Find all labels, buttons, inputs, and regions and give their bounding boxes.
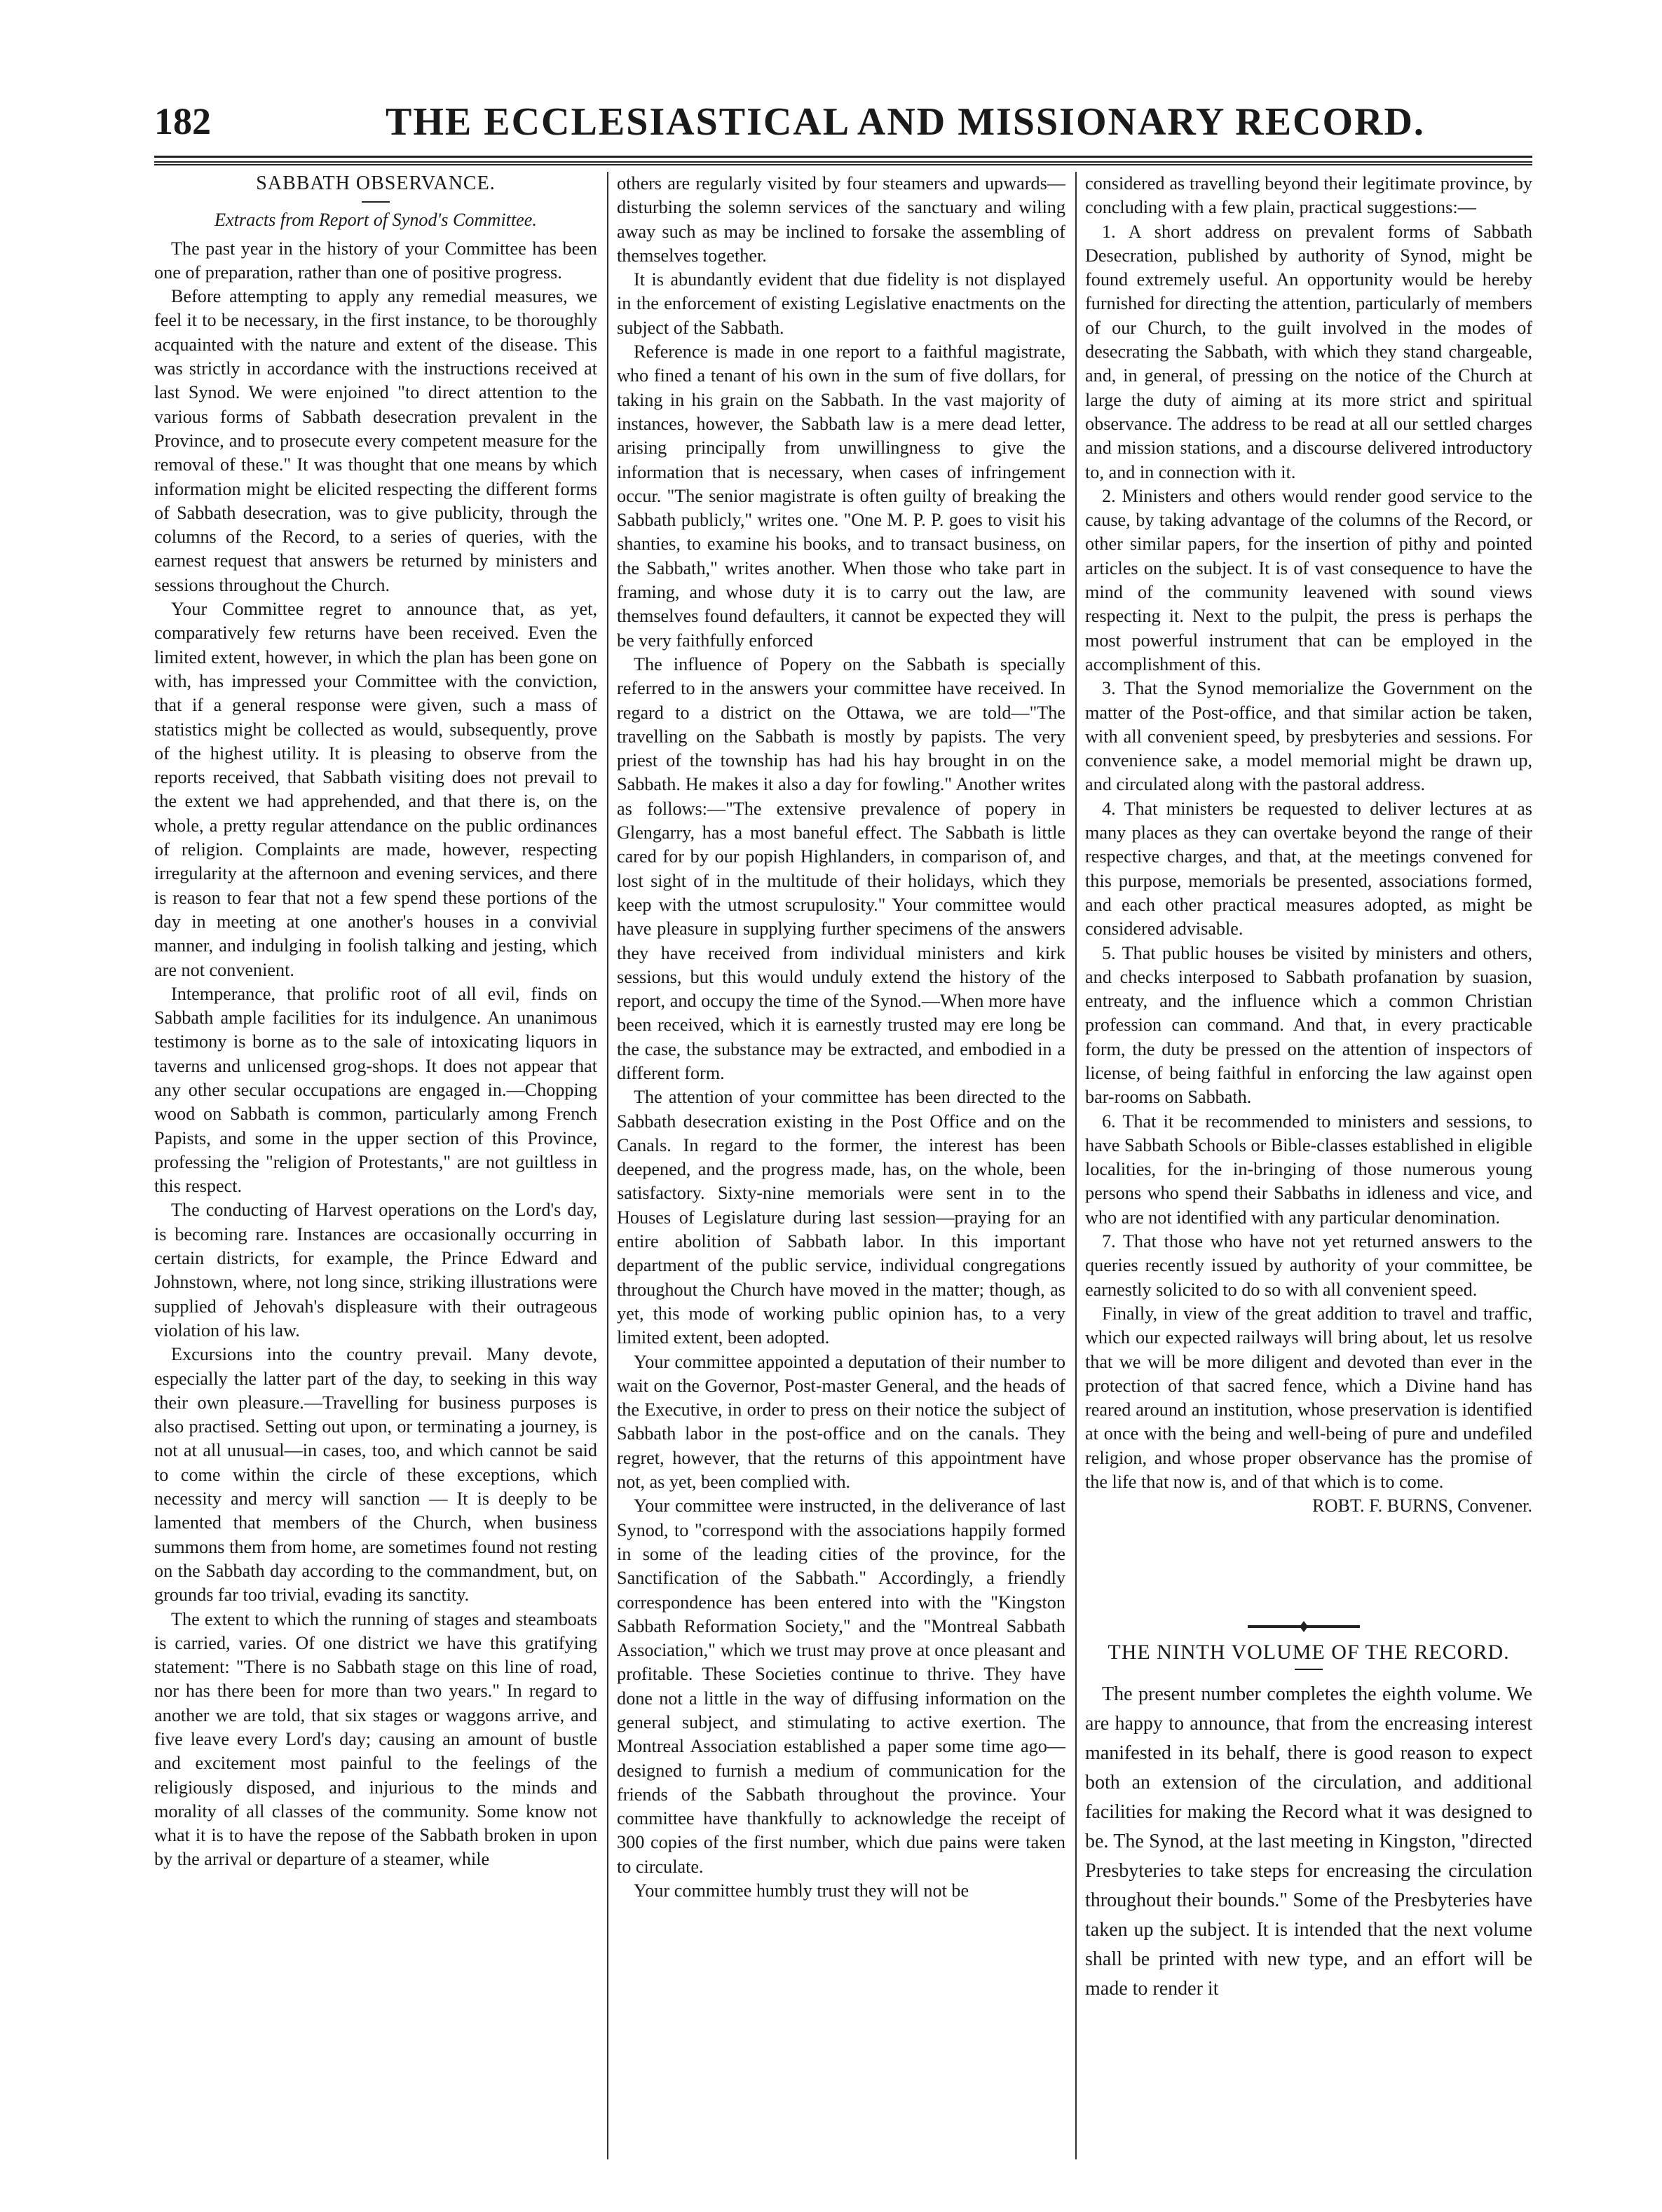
paragraph: Reference is made in one report to a faithful magistrate, who fined a tenant of his own in the sum of five dollars, for taking in his grain on the Sabbath. In the vast majority of instances, however, the Sabbath law is a mere dead letter, arising principally from unwillingness to give the information that is necessary, when cases of infringement occur. "The senior magistrate is often guilty of breaking the Sabbath publicly," writes one. "One M. P. P. goes to visit his shanties, to examine his books, and to transact business, on the Sabbath," writes another. When those who take part in framing, and whose duty it is to carry out the law, are themselves found defaulters, it cannot be expected they will be very faithfully enforced xyxy=(617,341,1065,651)
page-header xyxy=(154,100,1532,156)
paragraph: 4. That ministers be requested to deliver lectures at as many places as they can overtake beyond the range of their respective charges, and that, at the meetings convened for this purpose, memorials be presented, associations formed, and each other practical measures adopted, as might be considered advisable. xyxy=(1085,798,1532,939)
column-divider xyxy=(1075,172,1077,2159)
column-2 xyxy=(617,172,1065,1903)
paragraph: The extent to which the running of stages and steamboats is carried, varies. Of one district we have this gratifying statement: "There is no Sabbath stage on this line of road, nor has there been for more than two years." In regard to another we are told, that six stages or waggons arrive, and five leave every Lord's day; causing an amount of bustle and excitement most painful to the feelings of the religiously disposed, and injurious to the minds and morality of all classes of the community. Some know not what it is to have the repose of the Sabbath broken in upon by the arrival or departure of a steamer, while xyxy=(154,1608,597,1870)
paragraph: Your Committee regret to announce that, as yet, comparatively few returns have been received. Even the limited extent, however, in which the plan has been gone on with, has impressed your Committee with the conviction, that if a general response were given, such a mass of statistics might be collected as would, subsequently, prove of the highest utility. It is pleasing to observe from the reports received, that Sabbath visiting does not prevail to the extent we had apprehended, and that there is, on the whole, a pretty regular attendance on the public ordinances of religion. Complaints are made, however, respecting irregularity at the afternoon and evening services, and there is reason to fear that not a few spend these portions of the day in meeting at one another's houses in a convivial manner, and indulging in foolish talking and jesting, which are not convenient. xyxy=(154,599,597,980)
paragraph: others are regularly visited by four steamers and upwards—disturbing the solemn services of the sanctuary and wiling away such as may be inclined to forsake the assembling of themselves together. xyxy=(617,173,1065,266)
paragraph: The past year in the history of your Committee has been one of preparation, rather than one of positive progress. xyxy=(154,238,597,283)
article-subheading: Extracts from Report of Synod's Committee. xyxy=(214,210,537,231)
paragraph: The attention of your committee has been directed to the Sabbath desecration existing in the Post Office and on the Canals. In regard to the former, the interest has been deepened, and the progress made, has, on the whole, been satisfactory. Sixty-nine memorials were sent in to the Houses of Legislature during last session—praying for an entire abolition of Sabbath labor. In this important department of the public service, individual congregations throughout the Church have moved in the matter; though, as yet, this mode of working public opinion has, to a very limited extent, been adopted. xyxy=(617,1087,1065,1348)
paragraph: Finally, in view of the great addition to travel and traffic, which our expected railways will bring about, let us resolve that we will be more diligent and devoted than ever in the protection of that sacred fence, which a Divine hand has reared around an institution, whose preservation is identified at once with the being and well-being of pure and undefiled religion, and whose proper observance has the promise of the life that now is, and of that which is to come. xyxy=(1085,1303,1532,1493)
article-heading: SABBATH OBSERVANCE. xyxy=(256,172,496,194)
column-3 xyxy=(1085,172,1532,1519)
paragraph: Your committee were instructed, in the deliverance of last Synod, to "correspond with the associations happily formed in some of the leading cities of the province, for the Sanctification of the Sabbath." Accordingly, a friendly correspondence has been entered into with the "Kingston Sabbath Reformation Society," and the "Montreal Sabbath Association," which we trust may prove at once pleasant and profitable. These Societies continue to thrive. They have done not a little in the way of diffusing information on the general subject, and stimulating to active exertion. The Montreal Association established a paper some time ago—designed to furnish a medium of communication for the friends of the Sabbath throughout the province. Your committee have thankfully to acknowledge the receipt of 300 copies of the first number, which due pains were taken to circulate. xyxy=(617,1495,1065,1877)
paragraph: 7. That those who have not yet returned answers to the queries recently issued by authority of your committee, be earnestly solicited to do so with all convenient speed. xyxy=(1085,1231,1532,1300)
paragraph: Excursions into the country prevail. Many devote, especially the latter part of the day, to seeking in this way their own pleasure.—Travelling for business purposes is also practised. Setting out upon, or terminating a journey, is not at all unusual—in cases, too, and which cannot be said to come within the circle of these exceptions, which necessity and mercy will sanction — It is deeply to be lamented that members of the Church, when business summons them from home, are sometimes found not resting on the Sabbath day according to the commandment, but, on grounds far too trivial, evading its sanctity. xyxy=(154,1344,597,1606)
paragraph: Your committee appointed a deputation of their number to wait on the Governor, Post-master General, and the heads of the Executive, in order to press on their notice the subject of Sabbath labor in the post-office and on the canals. They regret, however, that the returns of this appointment have not, as yet, been complied with. xyxy=(617,1351,1065,1493)
paragraph: 3. That the Synod memorialize the Government on the matter of the Post-office, and that similar action be taken, with all convenient speed, by presbyteries and sessions. For convenience sake, a model memorial might be drawn up, and circulated along with the pastoral address. xyxy=(1085,678,1532,795)
paragraph: considered as travelling beyond their legitimate province, by concluding with a few plain, practical suggestions:— xyxy=(1085,173,1532,218)
heading-dash xyxy=(362,201,390,203)
journal-title: THE ECCLESIASTICAL AND MISSIONARY RECORD. xyxy=(386,100,1425,144)
signature: ROBT. F. BURNS, Convener. xyxy=(1312,1495,1532,1516)
paragraph: Your committee humbly trust they will not be xyxy=(634,1880,969,1901)
paragraph: It is abundantly evident that due fidelity is not displayed in the enforcement of existing Legislative enactments on the subject of the Sabbath. xyxy=(617,269,1065,338)
header-rule xyxy=(154,156,1532,158)
column-divider xyxy=(607,172,608,2159)
header-double-rule xyxy=(154,161,1532,165)
paragraph: The conducting of Harvest operations on the Lord's day, is becoming rare. Instances are occasionally occurring in certain districts, for example, the Prince Edward and Johnstown, where, not long since, striking illustrations were supplied of Jehovah's displeasure with their outrageous violation of his law. xyxy=(154,1200,597,1341)
section-heading: THE NINTH VOLUME OF THE RECORD. xyxy=(1108,1641,1510,1664)
paragraph: The influence of Popery on the Sabbath is specially referred to in the answers your committee have received. In regard to a district on the Ottawa, we are told—"The travelling on the Sabbath is mostly by papists. The very priest of the township has had his hay brought in on the Sabbath. He makes it also a day for fowling." Another writes as follows:—"The extensive prevalence of popery in Glengarry, has a most baneful effect. The Sabbath is little cared for by our popish Highlanders, in comparison of, and lost sight of in the multitude of their holidays, which they keep with the utmost scrupulosity." Your committee would have pleasure in supplying further specimens of the answers they have received from individual ministers and kirk sessions, but this would unduly extend the history of the report, and occupy the time of the Synod.—When more have been received, which it is earnestly trusted may ere long be the case, the substance may be extracted, and embodied in a different form. xyxy=(617,653,1065,1083)
paragraph: Before attempting to apply any remedial measures, we feel it to be necessary, in the first instance, to be thoroughly acquainted with the nature and extent of the disease. This was strictly in accordance with the instructions received at last Synod. We were enjoined "to direct attention to the various forms of Sabbath desecration prevalent in the Province, and to prosecute every competent measure for the removal of these." It was thought that one means by which information might be elicited respecting the different forms of Sabbath desecration, was to give publicity, through the columns of the Record, to a series of queries, with the earnest request that answers be returned by ministers and sessions throughout the Church. xyxy=(154,286,597,595)
paragraph: 2. Ministers and others would render good service to the cause, by taking advantage of the columns of the Record, or other similar papers, for the insertion of pithy and pointed articles on the subject. It is of vast consequence to have the mind of the community leavened with sound views respecting it. Next to the pulpit, the press is perhaps the most powerful instrument that can be employed in the accomplishment of this. xyxy=(1085,485,1532,674)
page-number: 182 xyxy=(154,100,211,142)
paragraph: Intemperance, that prolific root of all evil, finds on Sabbath ample facilities for its indulgence. An unanimous testimony is borne as to the sale of intoxicating liquors in taverns and unlicensed grog-shops. It does not appear that any other secular occupations are engaged in.—Chopping wood on Sabbath is common, particularly among French Papists, and some in the upper section of this Province, professing the "religion of Protestants," are not guiltless in this respect. xyxy=(154,983,597,1197)
paragraph: 5. That public houses be visited by ministers and others, and checks interposed to Sabbath profanation by suasion, entreaty, and the influence which a common Christian profession can command. And that, in every practicable form, the duty be pressed on the attention of inspectors of license, of being faithful in enforcing the law against open bar-rooms on Sabbath. xyxy=(1085,942,1532,1108)
paragraph: 6. That it be recommended to ministers and sessions, to have Sabbath Schools or Bible-classes established in eligible localities, for the in-bringing of those numerous young persons who spend their Sabbaths in idleness and vice, and who are not identified with any particular denomination. xyxy=(1085,1111,1532,1228)
column-1 xyxy=(154,172,597,1872)
section-body: The present number completes the eighth volume. We are happy to announce, that from the encreasing interest manifested in its behalf, there is good reason to expect both an extension of the circulation, and additional facilities for making the Record what it was designed to be. The Synod, at the last meeting in Kingston, "directed Presbyteries to take steps for encreasing the circulation throughout their bounds." Some of the Presbyteries have taken up the subject. It is intended that the next volume shall be printed with new type, and an effort will be made to render it xyxy=(1085,1683,1532,2000)
section-ornament xyxy=(1248,1620,1360,1634)
ninth-volume-section xyxy=(1085,1641,1532,2004)
paragraph: 1. A short address on prevalent forms of Sabbath Desecration, published by authority of Synod, might be found extremely useful. An opportunity would be hereby furnished for directing the attention, particularly of members of our Church, to the guilt involved in the modes of desecrating the Sabbath, with which they stand chargeable, and, in general, of pressing on the notice of the Church at large the duty of aiming at its more strict and spiritual observance. The address to be read at all our settled charges and mission stations, and a discourse delivered introductory to, and in connection with it. xyxy=(1085,221,1532,482)
heading-dash xyxy=(1295,1669,1323,1670)
